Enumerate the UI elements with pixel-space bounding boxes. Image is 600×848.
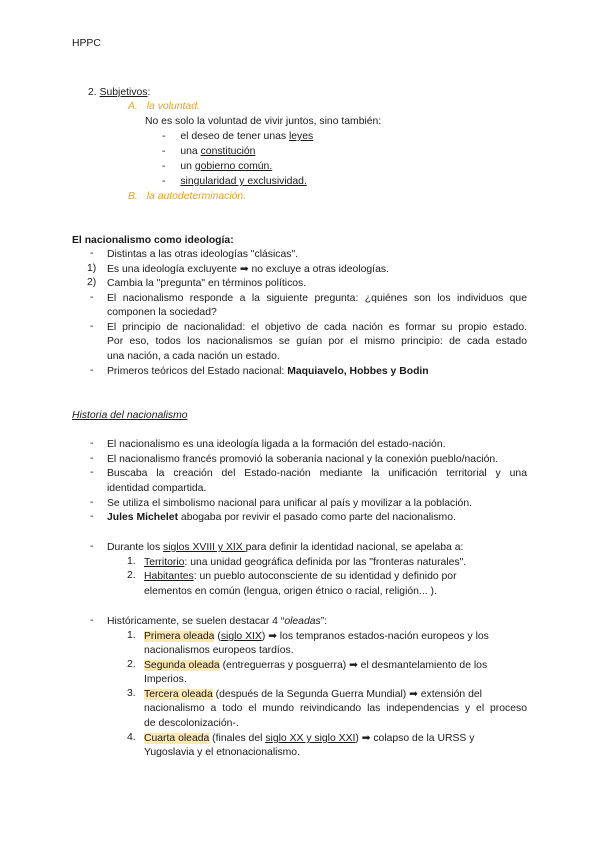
oleada-4-line1: Cuarta oleada (finales del siglo XX y siglo XXI) ➡ colapso de la URSS y — [144, 733, 475, 744]
list-marker: 1) — [87, 263, 97, 274]
list-marker: - — [90, 438, 94, 449]
historia-item-4: Se utiliza el simbolismo nacional para unificar al país y movilizar a la población. — [107, 498, 473, 509]
list-number: 3. — [127, 688, 136, 699]
historia-item-3-line2: identidad compartida. — [107, 483, 207, 494]
historia-item-5: Jules Michelet abogaba por revivir el pasado como parte del nacionalismo. — [107, 512, 456, 523]
list-number: 4. — [127, 732, 136, 743]
ideologia-item-4-line1: El nacionalismo responde a la siguiente pregunta: ¿quiénes son los individuos que — [107, 293, 527, 304]
list-number: 1. — [127, 630, 136, 641]
list-marker: - — [90, 248, 94, 259]
subjetivos-item-a: A. la voluntad. — [128, 101, 200, 112]
page-header: HPPC — [72, 38, 101, 49]
subjetivos-sub4: - singularidad y exclusividad. — [162, 176, 307, 187]
list-number: 2. — [127, 659, 136, 670]
list-marker: - — [90, 467, 94, 478]
oleada-1-label: Primera oleada — [144, 631, 215, 642]
list-marker: - — [90, 497, 94, 508]
list-marker: - — [90, 541, 94, 552]
ideologia-item-4-line2: componen la sociedad? — [107, 307, 217, 318]
list-marker: - — [90, 453, 94, 464]
subjetivos-sub3: - un gobierno común. — [162, 161, 273, 172]
subjetivos-heading: 2. Subjetivos: — [88, 87, 151, 98]
list-marker: - — [90, 615, 94, 626]
ideologia-item-5-line3: una nación, a cada nación un estado. — [107, 351, 280, 362]
list-number: 2. — [127, 570, 136, 581]
subjetivos-item-b: B. la autodeterminación. — [128, 191, 247, 202]
ideologia-item-3: Cambia la "pregunta" en términos políticos. — [107, 278, 307, 289]
list-marker: 2) — [87, 277, 97, 288]
oleada-4-label: Cuarta oleada — [144, 733, 210, 744]
oleada-1-line2: nacionalismos europeos tardíos. — [144, 645, 294, 656]
historia-item-2: El nacionalismo francés promovió la soberanía nacional y la conexión pueblo/nación. — [107, 454, 499, 465]
oleada-4-line2: Yugoslavia y el etnonacionalismo. — [144, 747, 300, 758]
historia-heading: Historia del nacionalismo — [72, 410, 188, 421]
ideologia-item-6: Primeros teóricos del Estado nacional: Maquiavelo, Hobbes y Bodin — [107, 366, 429, 377]
ideologia-item-5-line1: El principio de nacionalidad: el objetivo de cada nación es formar su propio estado. — [107, 322, 527, 333]
list-marker: - — [90, 321, 94, 332]
list-marker: - — [90, 365, 94, 376]
oleada-1-line1: Primera oleada (siglo XIX) ➡ los tempranos estados-nación europeos y los — [144, 631, 489, 642]
subjetivos-title: Subjetivos — [99, 87, 148, 98]
subjetivos-sub1: - el deseo de tener unas leyes — [162, 131, 314, 142]
historia-item-1: El nacionalismo es una ideología ligada a la formación del estado-nación. — [107, 439, 446, 450]
territorio-item: Territorio: una unidad geográfica definida por las "fronteras naturales". — [144, 557, 467, 568]
oleadas-intro: Históricamente, se suelen destacar 4 “oleadas”: — [107, 616, 328, 627]
list-number: 1. — [127, 556, 136, 567]
oleada-3-line2: nacionalismo a todo el mundo reivindicando las independencias y el proceso — [144, 703, 527, 714]
historia-item-3-line1: Buscaba la creación del Estado-nación mediante la unificación territorial y una — [107, 468, 527, 479]
ideologia-heading: El nacionalismo como ideología: — [72, 235, 234, 246]
oleada-3-line3: de descolonización-. — [144, 718, 239, 729]
siglos-item: Durante los siglos XVIII y XIX para definir la identidad nacional, se apelaba a: — [107, 542, 464, 553]
michelet-name: Jules Michelet — [107, 512, 179, 523]
ideologia-item-5-line2: Por eso, todos los nacionalismos se guían por el mismo principio: de cada estado — [107, 336, 527, 347]
oleada-2-line2: Imperios. — [144, 674, 187, 685]
subjetivos-sub2: - una constitución — [162, 146, 256, 157]
oleada-2-label: Segunda oleada — [144, 660, 220, 671]
oleada-3-line1: Tercera oleada (después de la Segunda Guerra Mundial) ➡ extensión del — [144, 689, 482, 700]
list-marker: - — [90, 292, 94, 303]
ideologia-item-2: Es una ideología excluyente ➡ no excluye a otras ideologías. — [107, 264, 389, 275]
habitantes-item-line1: Habitantes: un pueblo autoconsciente de su identidad y definido por — [144, 571, 457, 582]
subjetivos-intro: No es solo la voluntad de vivir juntos, sino también: — [145, 116, 382, 127]
teoricos-names: Maquiavelo, Hobbes y Bodin — [287, 366, 429, 377]
oleada-2-line1: Segunda oleada (entreguerras y posguerra) ➡ el desmantelamiento de los — [144, 660, 488, 671]
ideologia-item-1: Distintas a las otras ideologías "clásicas". — [107, 249, 299, 260]
oleada-3-label: Tercera oleada — [144, 689, 213, 700]
habitantes-item-line2: elementos en común (lengua, origen étnico o racial, religión... ). — [144, 586, 437, 597]
list-marker: - — [90, 511, 94, 522]
